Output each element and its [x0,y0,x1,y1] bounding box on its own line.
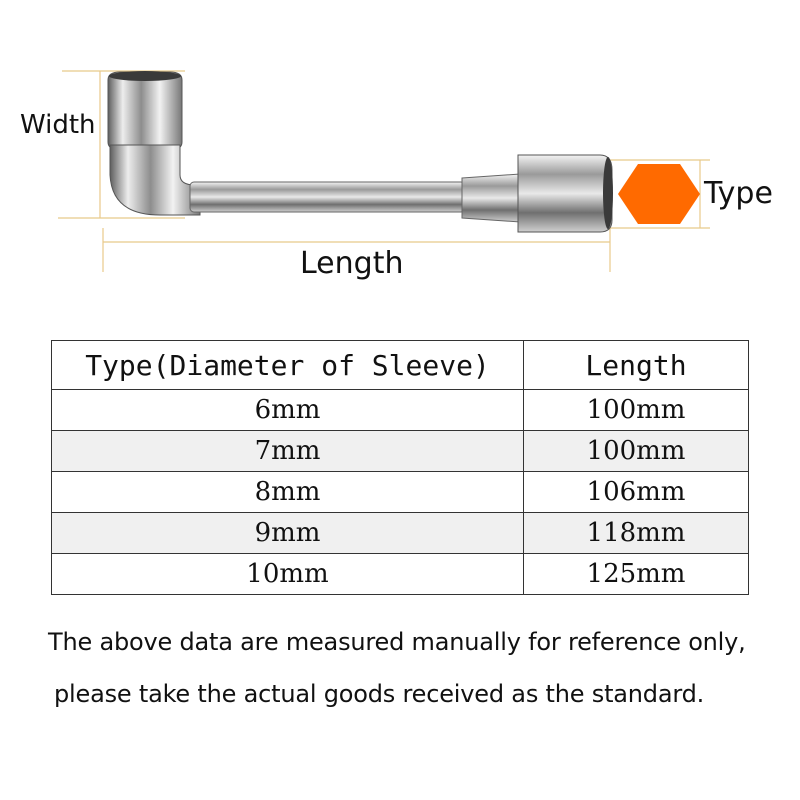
cell-length: 100mm [524,390,749,431]
cell-type: 10mm [52,554,524,595]
header-length: Length [524,341,749,390]
cell-type: 7mm [52,431,524,472]
cell-length: 118mm [524,513,749,554]
cell-type: 6mm [52,390,524,431]
size-table [51,340,749,595]
l-wrench [108,71,613,232]
header-type: Type(Diameter of Sleeve) [52,341,524,390]
width-label: Width [20,110,96,140]
length-label: Length [300,246,404,281]
table-row [52,431,749,472]
cell-type: 8mm [52,472,524,513]
wrench-diagram [0,0,800,300]
table-row [52,513,749,554]
table-row [52,472,749,513]
table-row [52,554,749,595]
table-header-row [52,341,749,390]
cell-length: 125mm [524,554,749,595]
cell-length: 106mm [524,472,749,513]
table-row [52,390,749,431]
cell-length: 100mm [524,431,749,472]
disclaimer-line-2: please take the actual goods received as the standard. [54,680,705,708]
disclaimer-line-1: The above data are measured manually for reference only, [48,628,746,656]
type-label: Type [704,176,773,211]
hexagon-type-icon [618,164,700,224]
cell-type: 9mm [52,513,524,554]
